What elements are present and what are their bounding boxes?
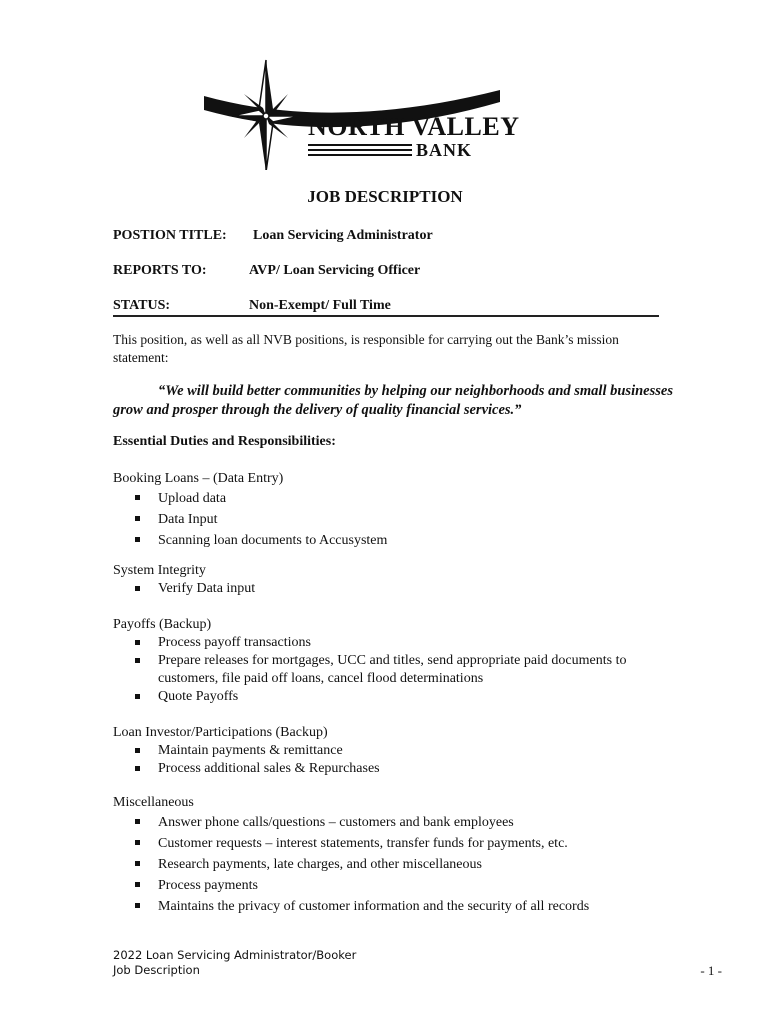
duty-group-title: System Integrity: [113, 563, 206, 578]
list-item-text: Upload data: [158, 491, 227, 506]
list-item: [113, 580, 673, 598]
field-value: AVP/ Loan Servicing Officer: [249, 263, 421, 278]
intro-paragraph: This position, as well as all NVB positions, is responsible for carrying out the Bank’s mission statement:: [113, 332, 619, 365]
duty-group-miscellaneous: [113, 794, 673, 917]
bullet-icon: [135, 748, 140, 753]
list-item: [113, 509, 673, 530]
list-item: [113, 875, 673, 896]
list-item-text: Answer phone calls/questions – customers and bank employees: [158, 815, 514, 830]
page-number: - 1 -: [700, 963, 722, 978]
list-item-text: Process payoff transactions: [158, 635, 311, 650]
list-item: [113, 760, 673, 778]
bullet-icon: [135, 516, 140, 521]
field-value: Non-Exempt/ Full Time: [249, 298, 391, 313]
list-item-text: Data Input: [158, 512, 218, 527]
bullet-icon: [135, 537, 140, 542]
list-item-text: Maintains the privacy of customer information and the security of all records: [158, 899, 590, 914]
list-item: [113, 833, 673, 854]
list-item: [113, 488, 673, 509]
bullet-icon: [135, 819, 140, 824]
logo-wordmark: [308, 112, 519, 142]
list-item: [113, 688, 673, 706]
duty-group-payoffs: [113, 616, 673, 706]
duty-group-system-integrity: [113, 562, 673, 598]
bullet-icon: [135, 640, 140, 645]
list-item-text: Customer requests – interest statements, transfer funds for payments, etc.: [158, 836, 568, 851]
duty-group-title: Loan Investor/Participations (Backup): [113, 725, 328, 740]
list-item-text: Scanning loan documents to Accusystem: [158, 533, 388, 548]
footer-line-2: Job Description: [113, 963, 200, 977]
list-item: [113, 854, 673, 875]
bullet-icon: [135, 694, 140, 699]
field-value: Loan Servicing Administrator: [253, 228, 433, 243]
list-item-text: Quote Payoffs: [158, 689, 239, 704]
list-item: [113, 812, 673, 833]
list-item: [113, 742, 673, 760]
list-item: [113, 896, 673, 917]
duty-group-title: Booking Loans – (Data Entry): [113, 471, 284, 486]
duties-heading: Essential Duties and Responsibilities:: [113, 434, 336, 449]
bullet-icon: [135, 766, 140, 771]
list-item-text: Maintain payments & remittance: [158, 743, 343, 758]
bullet-icon: [135, 903, 140, 908]
mission-statement: “We will build better communities by helping our neighborhoods and small businesses grow and prosper through the delivery of quality financial services.”: [113, 383, 673, 418]
header-divider: [113, 315, 659, 317]
page-footer: [113, 948, 356, 978]
logo-bank: BANK: [416, 140, 473, 160]
duty-group-title: Miscellaneous: [113, 795, 194, 810]
bullet-icon: [135, 586, 140, 591]
north-valley-bank-logo: [200, 58, 520, 170]
list-item-text: Research payments, late charges, and other miscellaneous: [158, 857, 482, 872]
duty-group-booking-loans: [113, 470, 673, 551]
field-label: POSTION TITLE:: [113, 228, 227, 243]
list-item-text: Process additional sales & Repurchases: [158, 761, 380, 776]
field-label: REPORTS TO:: [113, 263, 207, 278]
bullet-icon: [135, 861, 140, 866]
duty-group-title: Payoffs (Backup): [113, 617, 212, 632]
list-item: [113, 634, 673, 652]
bullet-icon: [135, 658, 140, 663]
bullet-icon: [135, 495, 140, 500]
duty-group-loan-investor: [113, 724, 673, 778]
field-label: STATUS:: [113, 298, 171, 313]
list-item-text: Prepare releases for mortgages, UCC and titles, send appropriate paid documents to customers, file paid off loans, cancel flood determinations: [158, 653, 627, 686]
list-item: [113, 652, 673, 688]
list-item-text: Verify Data input: [158, 581, 256, 596]
bullet-icon: [135, 840, 140, 845]
logo-north: NORTH: [308, 112, 405, 141]
logo-valley: VALLEY: [411, 112, 520, 141]
footer-line-1: 2022 Loan Servicing Administrator/Booker: [113, 948, 357, 962]
document-title: JOB DESCRIPTION: [307, 187, 463, 206]
list-item: [113, 530, 673, 551]
list-item-text: Process payments: [158, 878, 258, 893]
bullet-icon: [135, 882, 140, 887]
